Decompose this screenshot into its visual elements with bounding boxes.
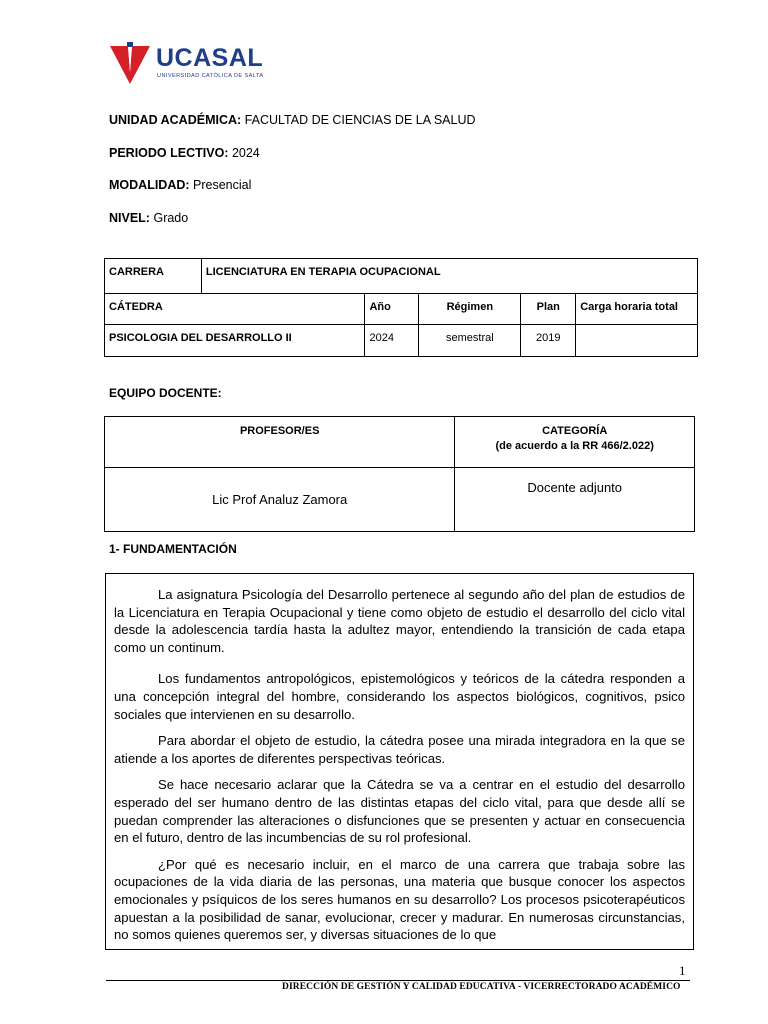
course-table (104, 258, 698, 357)
carrera-value: LICENCIATURA EN TERAPIA OCUPACIONAL (201, 259, 697, 294)
cell-regimen: semestral (419, 325, 521, 357)
meta-value: FACULTAD DE CIENCIAS DE LA SALUD (244, 113, 476, 127)
nivel (109, 211, 188, 225)
header-profesores: PROFESOR/ES (105, 417, 455, 468)
categoria-line2: (de acuerdo a la RR 466/2.022) (495, 440, 654, 452)
paragraph: ¿Por qué es necesario incluir, en el marco de una carrera que trabaja sobre las ocupaciones de la vida diaria de las personas, una materia que busque conocer los aspectos emocionales y psíquicos de los seres humanos en su desarrollo? Los procesos psicoterapéuticos apuestan a la posibilidad de sanar, evolucionar, crecer y madurar. En numerosas circunstancias, no somos quienes queremos ser, y diversas situaciones de lo que (114, 856, 685, 943)
categoria-line1: CATEGORÍA (542, 425, 608, 437)
paragraph: La asignatura Psicología del Desarrollo pertenece al segundo año del plan de estudios de la Licenciatura en Terapia Ocupacional y tiene como objeto de estudio el desarrollo del ciclo vital desde la adolescencia tardía hasta la adultez mayor, entendiendo la transición de cada etapa como un continum. (114, 587, 685, 655)
unidad-academica (109, 113, 476, 127)
table-row (105, 259, 698, 294)
header-catedra: CÁTEDRA (105, 294, 365, 325)
cell-profesor: Lic Prof Analuz Zamora (105, 468, 455, 532)
header-regimen: Régimen (419, 294, 521, 325)
meta-label: MODALIDAD: (109, 178, 190, 192)
meta-label: PERIODO LECTIVO: (109, 146, 229, 160)
meta-value: Presencial (193, 178, 252, 192)
cell-categoria: Docente adjunto (455, 468, 695, 532)
carrera-label: CARRERA (105, 259, 202, 294)
meta-value: 2024 (231, 146, 260, 160)
table-row (105, 325, 698, 357)
fundamentacion-box (105, 573, 694, 950)
equipo-table (104, 416, 695, 532)
table-row (105, 417, 695, 468)
modalidad (109, 178, 251, 192)
ucasal-shield-icon (108, 42, 152, 86)
logo-subtitle: UNIVERSIDAD CATÓLICA DE SALTA (157, 73, 264, 79)
equipo-docente-title: EQUIPO DOCENTE: (109, 386, 222, 400)
paragraph: Los fundamentos antropológicos, epistemológicos y teóricos de la cátedra responden a una concepción integral del hombre, considerando los aspectos biológicos, cognitivos, psico sociales que intervienen en su desarrollo. (114, 671, 685, 722)
header-categoria (455, 417, 695, 468)
table-row (105, 294, 698, 325)
header-plan: Plan (521, 294, 576, 325)
footer-text: DIRECCIÓN DE GESTIÓN Y CALIDAD EDUCATIVA - VICERRECTORADO ACADÉMICO (282, 982, 681, 992)
header-carga-horaria: Carga horaria total (576, 294, 698, 325)
periodo-lectivo (109, 146, 260, 160)
page-number: 1 (679, 963, 686, 978)
paragraph: Se hace necesario aclarar que la Cátedra se va a centrar en el estudio del desarrollo esperado del ser humano dentro de las distintas etapas del ciclo vital, para que desde allí se puedan comprender las alteraciones o disfunciones que se presenten y actuar en consecuencia en el futuro, dentro de las incumbencias de su rol profesional. (114, 777, 685, 846)
meta-label: UNIDAD ACADÉMICA: (109, 113, 242, 127)
header-anio: Año (365, 294, 419, 325)
meta-label: NIVEL: (109, 211, 150, 225)
cell-anio: 2024 (365, 325, 419, 357)
cell-catedra: PSICOLOGIA DEL DESARROLLO II (105, 325, 365, 357)
fundamentacion-title: 1- FUNDAMENTACIÓN (109, 542, 237, 556)
logo-brand: UCASAL (156, 44, 264, 72)
meta-value: Grado (153, 211, 189, 225)
table-row (105, 468, 695, 532)
paragraph: Para abordar el objeto de estudio, la cátedra posee una mirada integradora en la que se atiende a los aportes de diferentes perspectivas teóricas. (114, 733, 685, 766)
cell-plan: 2019 (521, 325, 576, 357)
footer-divider (106, 980, 690, 981)
ucasal-logo (108, 42, 264, 86)
cell-carga-horaria (576, 325, 698, 357)
